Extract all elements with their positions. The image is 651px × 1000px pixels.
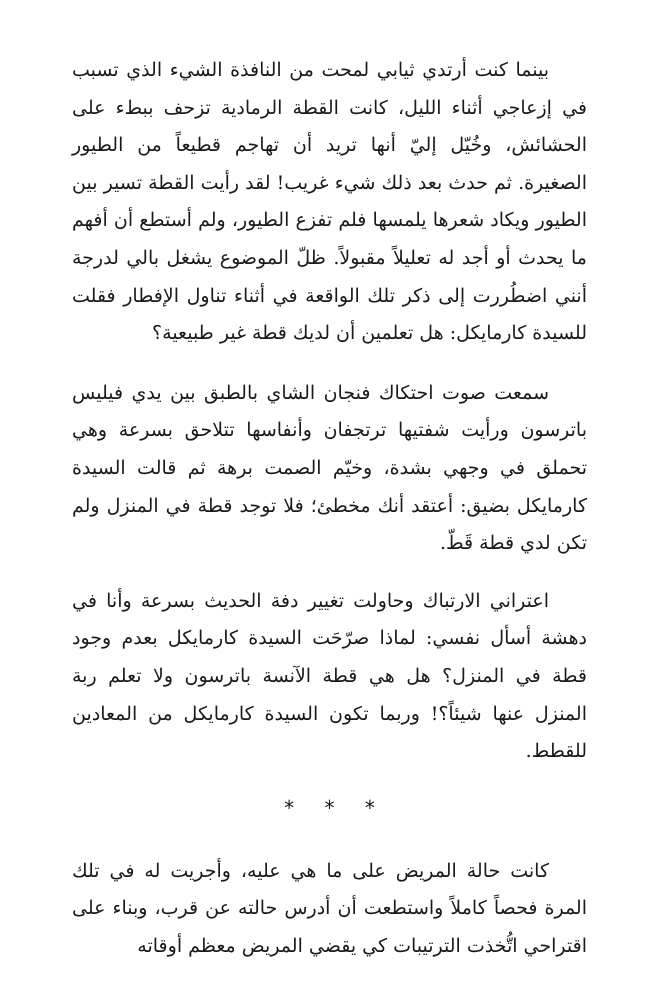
paragraph-2: سمعت صوت احتكاك فنجان الشاي بالطبق بين يدي فيليس باترسون ورأيت شفتيها ترتجفان وأنفاسها تتلاحق بسرعة وهي تحملق في وجهي بشدة، وخيّم الصمت برهة ثم قالت السيدة كارمايكل بضيق: أعتقد أنك مخطئ؛ فلا توجد قطة في المنزل ولم تكن لدي قطة قَطّ. [72,381,587,555]
section-separator: * * * [284,795,387,820]
paragraph-3: اعتراني الارتباك وحاولت تغيير دفة الحديث بسرعة وأنا في دهشة أسأل نفسي: لماذا صرّحَت السيدة كارمايكل بعدم وجود قطة في المنزل؟ هل هي قطة الآنسة باترسون ولا تعلم ربة المنزل عنها شيئاً؟! وربما تكون السيدة كارمايكل من المعادين للقطط. [72,589,587,763]
book-page [72,52,587,965]
paragraph-1: بينما كنت أرتدي ثيابي لمحت من النافذة الشيء الذي تسبب في إزعاجي أثناء الليل، كانت القطة الرمادية تزحف ببطء على الحشائش، وخُيّل إليّ أنها تريد أن تهاجم قطيعاً من الطيور الصغيرة. ثم حدث بعد ذلك شيء غريب! لقد رأيت القطة تسير بين الطيور ويكاد شعرها يلمسها فلم تفزع الطيور، ولم أستطع أن أفهم ما يحدث أو أجد له تعليلاً مقبولاً. ظلّ الموضوع يشغل بالي لدرجة أنني اضطُررت إلى ذكر تلك الواقعة في أثناء تناول الإفطار فقلت للسيدة كارمايكل: هل تعلمين أن لديك قطة غير طبيعية؟ [72,59,587,345]
paragraph-4: كانت حالة المريض على ما هي عليه، وأجريت له في تلك المرة فحصاً كاملاً واستطعت أن أدرس حالته عن قرب، وبناء على اقتراحي اتُّخذت الترتيبات كي يقضي المريض معظم أوقاته [72,859,587,957]
